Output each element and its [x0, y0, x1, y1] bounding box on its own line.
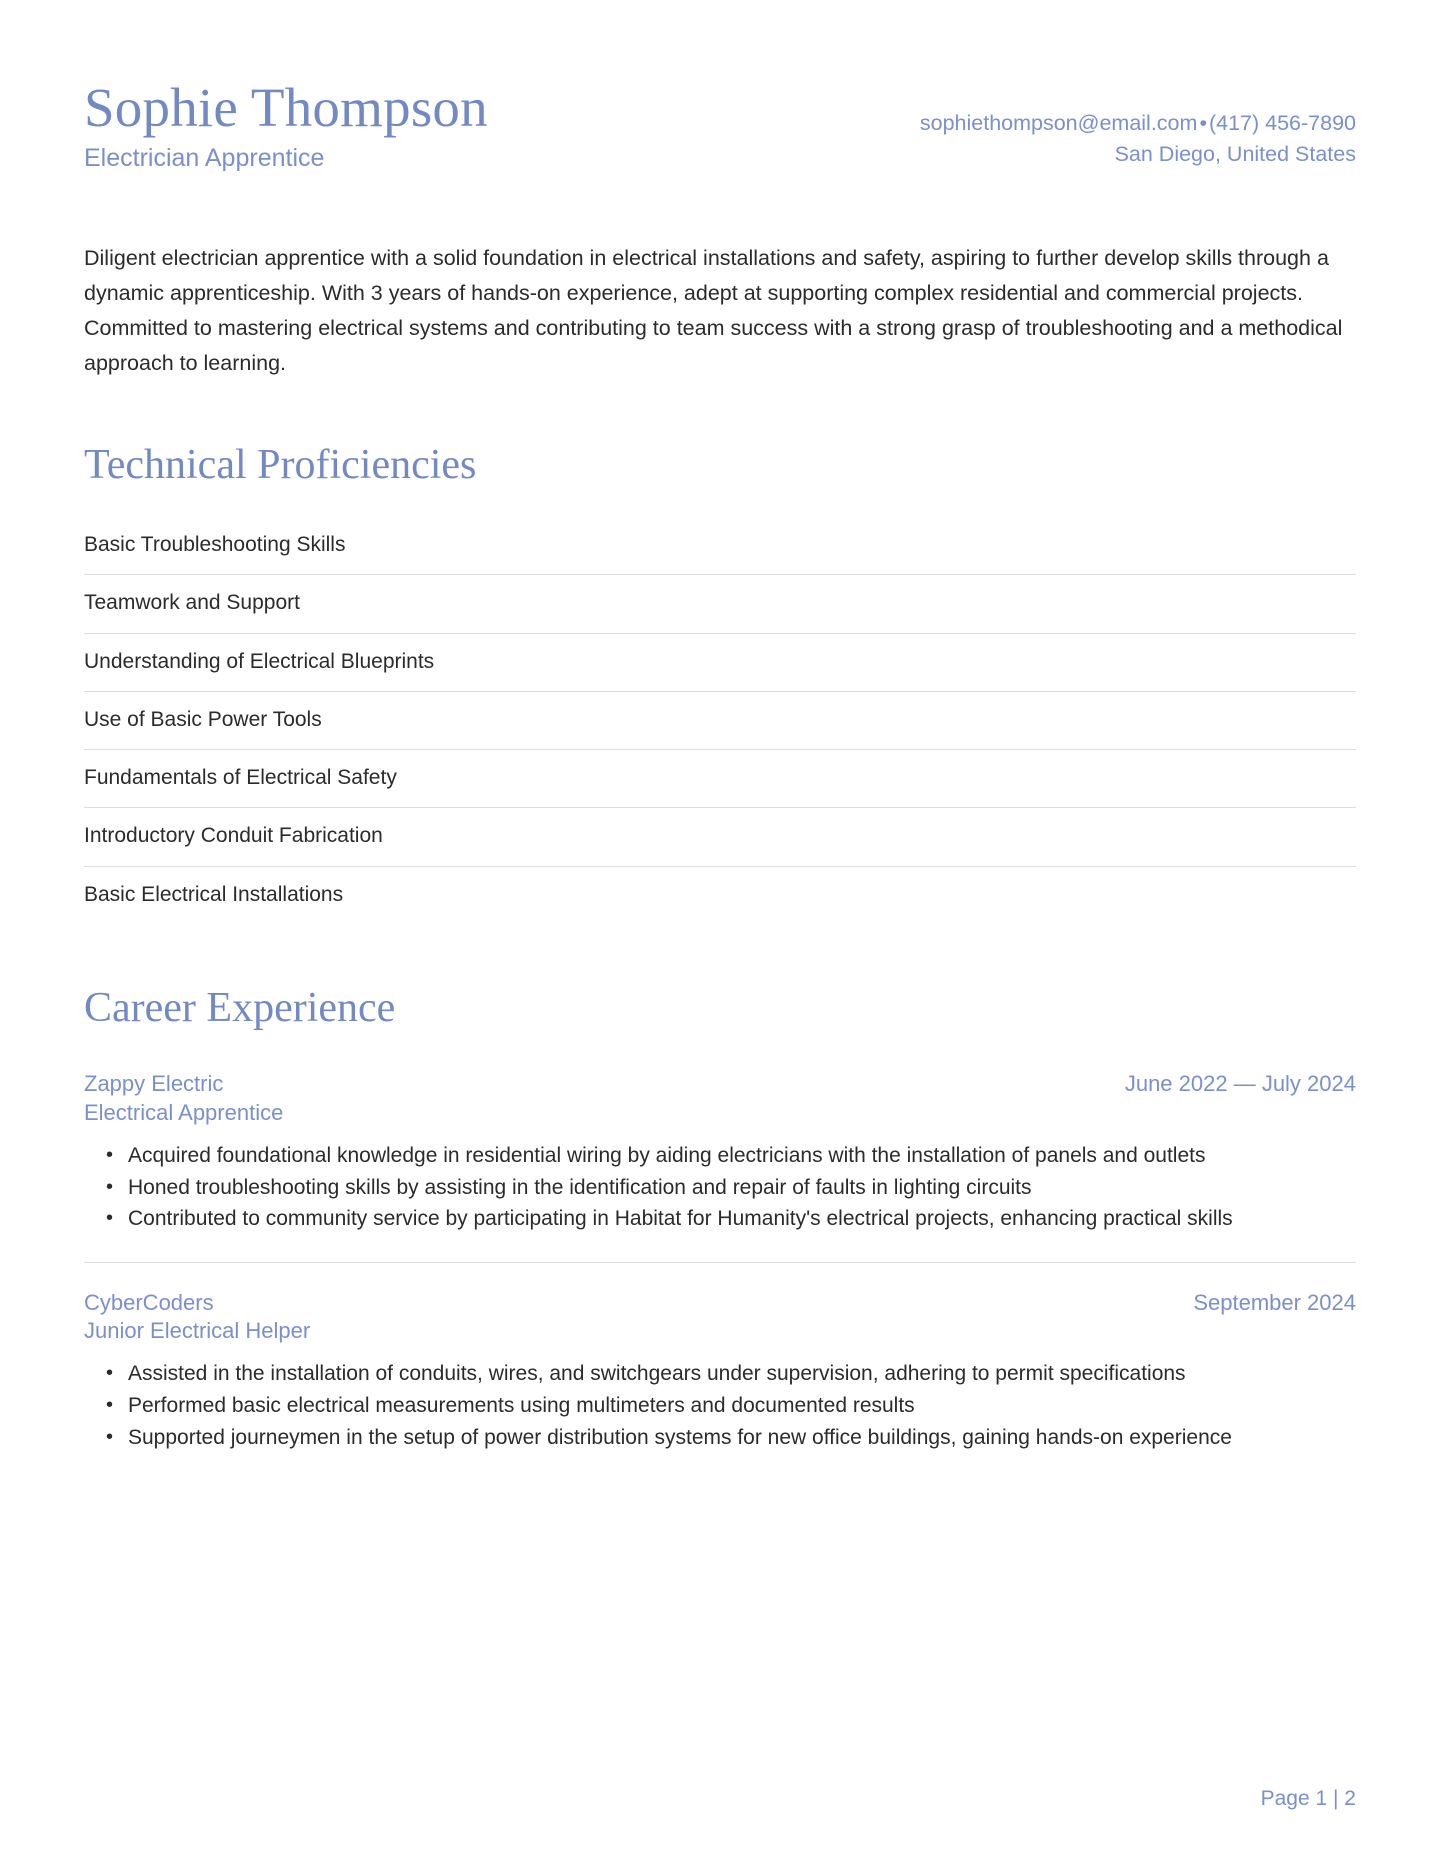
contact-email[interactable]: sophiethompson@email.com	[919, 111, 1198, 135]
candidate-job-title: Electrician Apprentice	[84, 144, 325, 173]
experience-bullet: • Assisted in the installation of conduits, wires, and switchgears under supervision, adhering to permit specifications	[84, 1359, 1356, 1389]
contact-phone[interactable]: (417) 456-7890	[1208, 111, 1356, 135]
experience-bullet: • Supported journeymen in the setup of power distribution systems for new office buildings, gaining hands-on experience	[84, 1423, 1356, 1453]
experience-section-heading: Career Experience	[84, 985, 396, 1032]
experience-entry-identity	[84, 1070, 1101, 1126]
candidate-name: Sophie Thompson	[84, 77, 488, 138]
contact-line-primary	[920, 108, 1356, 139]
skill-item: Basic Electrical Installations	[84, 882, 344, 906]
experience-dates: June 2022 — July 2024	[1124, 1071, 1356, 1097]
experience-section	[84, 984, 1356, 1481]
skills-list	[84, 517, 1356, 924]
skill-item: Fundamentals of Electrical Safety	[84, 750, 1356, 808]
experience-bullets	[84, 1359, 1356, 1452]
experience-role: Electrical Apprentice	[84, 1099, 284, 1125]
experience-entry-header	[84, 1070, 1356, 1126]
contact-location: San Diego, United States	[1114, 142, 1356, 167]
experience-entry-identity	[84, 1289, 1169, 1345]
identity-block	[84, 78, 488, 173]
experience-role: Junior Electrical Helper	[84, 1318, 311, 1344]
experience-entry-header	[84, 1289, 1356, 1345]
skill-item: Understanding of Electrical Blueprints	[84, 634, 1356, 692]
resume-header	[84, 60, 1356, 173]
experience-bullet: • Contributed to community service by participating in Habitat for Humanity's electrical projects, enhancing practical skills	[84, 1204, 1356, 1234]
skills-section	[84, 441, 1356, 924]
experience-list	[84, 1060, 1356, 1481]
experience-bullet: • Acquired foundational knowledge in residential wiring by aiding electricians with the installation of panels and outlets	[84, 1141, 1356, 1171]
skills-section-heading: Technical Proficiencies	[84, 441, 477, 488]
experience-entry	[84, 1262, 1356, 1481]
page-footer: Page 1 | 2	[1260, 1787, 1356, 1810]
skill-item: Use of Basic Power Tools	[84, 692, 1356, 750]
contact-separator: •	[1199, 111, 1207, 135]
experience-bullet: • Honed troubleshooting skills by assisting in the identification and repair of faults in lighting circuits	[84, 1173, 1356, 1203]
experience-company: CyberCoders	[84, 1290, 214, 1316]
experience-company: Zappy Electric	[84, 1071, 224, 1097]
professional-summary: Diligent electrician apprentice with a solid foundation in electrical installations and safety, aspiring to further develop skills through a dynamic apprenticeship. With 3 years of hands-on experience, adept at supporting complex residential and commercial projects. Committed to mastering electrical systems and contributing to team success with a strong grasp of troubleshooting and a methodical approach to learning.	[84, 246, 1343, 375]
contact-block	[920, 78, 1356, 170]
experience-bullet: • Performed basic electrical measurements using multimeters and documented results	[84, 1391, 1356, 1421]
experience-dates: September 2024	[1193, 1290, 1356, 1316]
skill-item: Teamwork and Support	[84, 575, 1356, 633]
experience-entry	[84, 1060, 1356, 1262]
skill-item: Introductory Conduit Fabrication	[84, 808, 1356, 866]
skill-item: Basic Troubleshooting Skills	[84, 517, 1356, 575]
experience-bullets	[84, 1141, 1356, 1234]
